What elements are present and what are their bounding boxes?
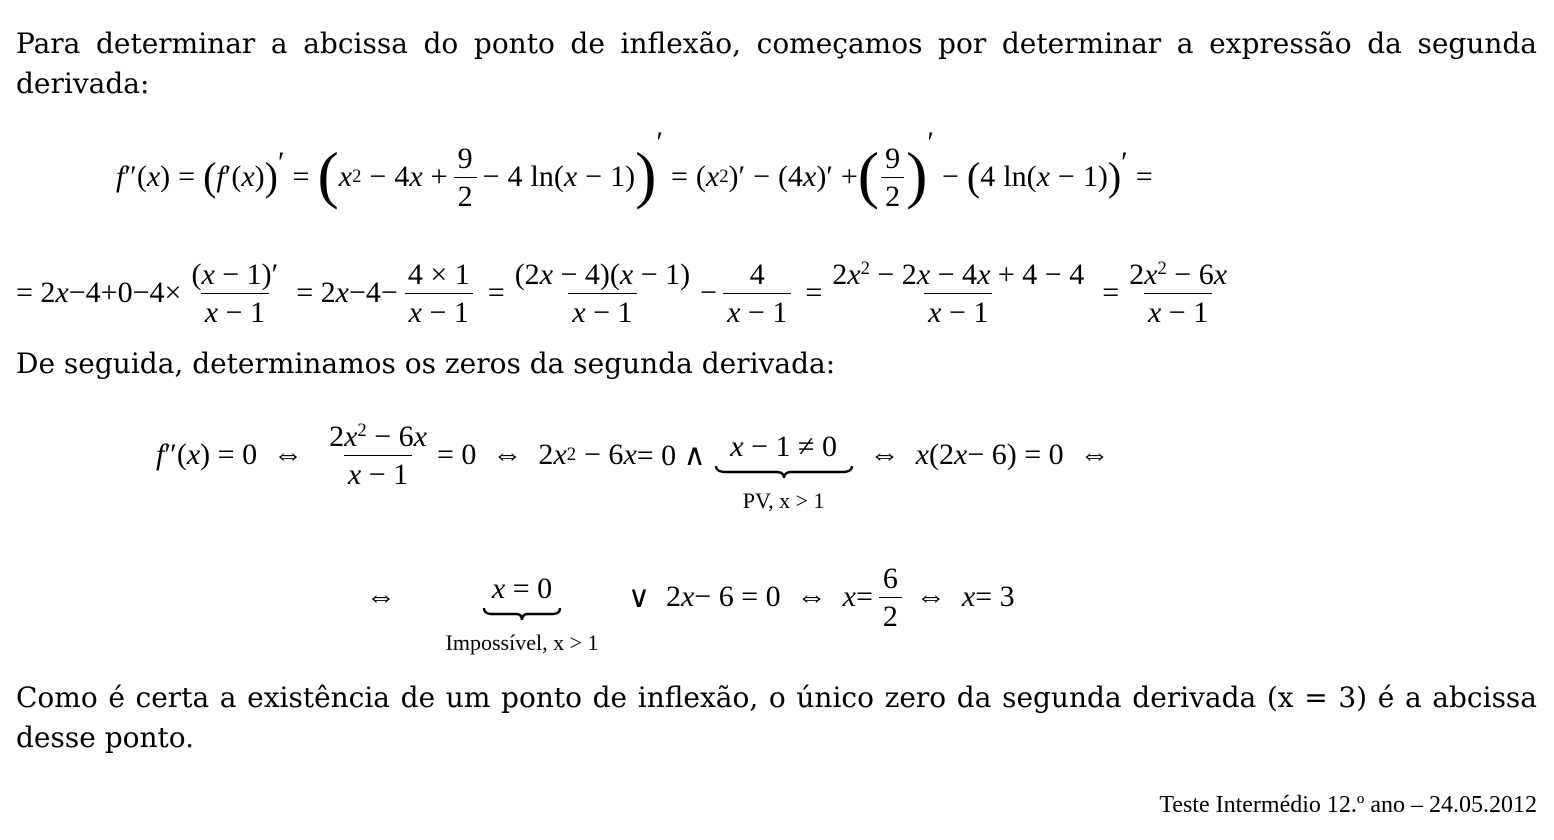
underbrace-icon [482,606,562,622]
second-derivative-equation-line2: = 2 x −4+0−4× $\frac{(x - 1)'}{x - 1}$ = 2 x −4− $\frac{4 \times 1}{x - 1}$ = $\frac{(2x - 4)(x - 1)}{x - 1}$ − $\frac{4}{x - 1}$ = $\frac{2x^2 - 2x - 4x + 4 - 4}{x - 1}$ = $\frac{2x^2 - 6x}{x - 1}$ [16,257,1228,329]
domain-condition-underbrace: x − 1 ≠ 0 PV, x > 1 [714,430,854,480]
zeros-equation-line1: f ″( x ) = 0 ⇔ $\frac{2x^2 - 6x}{x - 1}$ = 0 ⇔ 2 x 2 − 6 x = 0 ∧ x − 1 ≠ 0 PV, x > 1 ⇔ x (2 x − 6) = 0 ⇔ [156,419,1110,513]
second-derivative-equation-line1: f ″( x ) = ( f ′( x ) ) ′ = ( x 2 − 4 x + $\frac{9}{2}$ − 4 ln( x − 1) ) ′ = ( x 2 )′ − (4 x )′ + ( $\frac{9}{2}$ ) ′ − ( 4 ln( x − 1) ) ′ = [116,126,1153,213]
intro-paragraph: Para determinar a abcissa do ponto de inflexão, começamos por determinar a expressão da segunda derivada: [16,27,1537,100]
zeros-equation-line2: ⇔ x = 0 Impossível, x > 1 ∨ 2 x − 6 = 0 ⇔ x = $\frac{6}{2}$ ⇔ x = 3 [366,561,1015,655]
source-footer: Teste Intermédio 12.º ano – 24.05.2012 [1159,792,1537,818]
impossible-underbrace: x = 0 Impossível, x > 1 [445,572,599,655]
pv-label: PV, x > 1 [742,488,825,513]
impossible-label: Impossível, x > 1 [445,630,599,655]
zeros-paragraph: De seguida, determinamos os zeros da segunda derivada: [16,347,836,380]
conclusion-paragraph: Como é certa a existência de um ponto de inflexão, o único zero da segunda derivada (x = 3) é a abcissa desse ponto. [16,681,1537,754]
underbrace-icon [714,464,854,480]
